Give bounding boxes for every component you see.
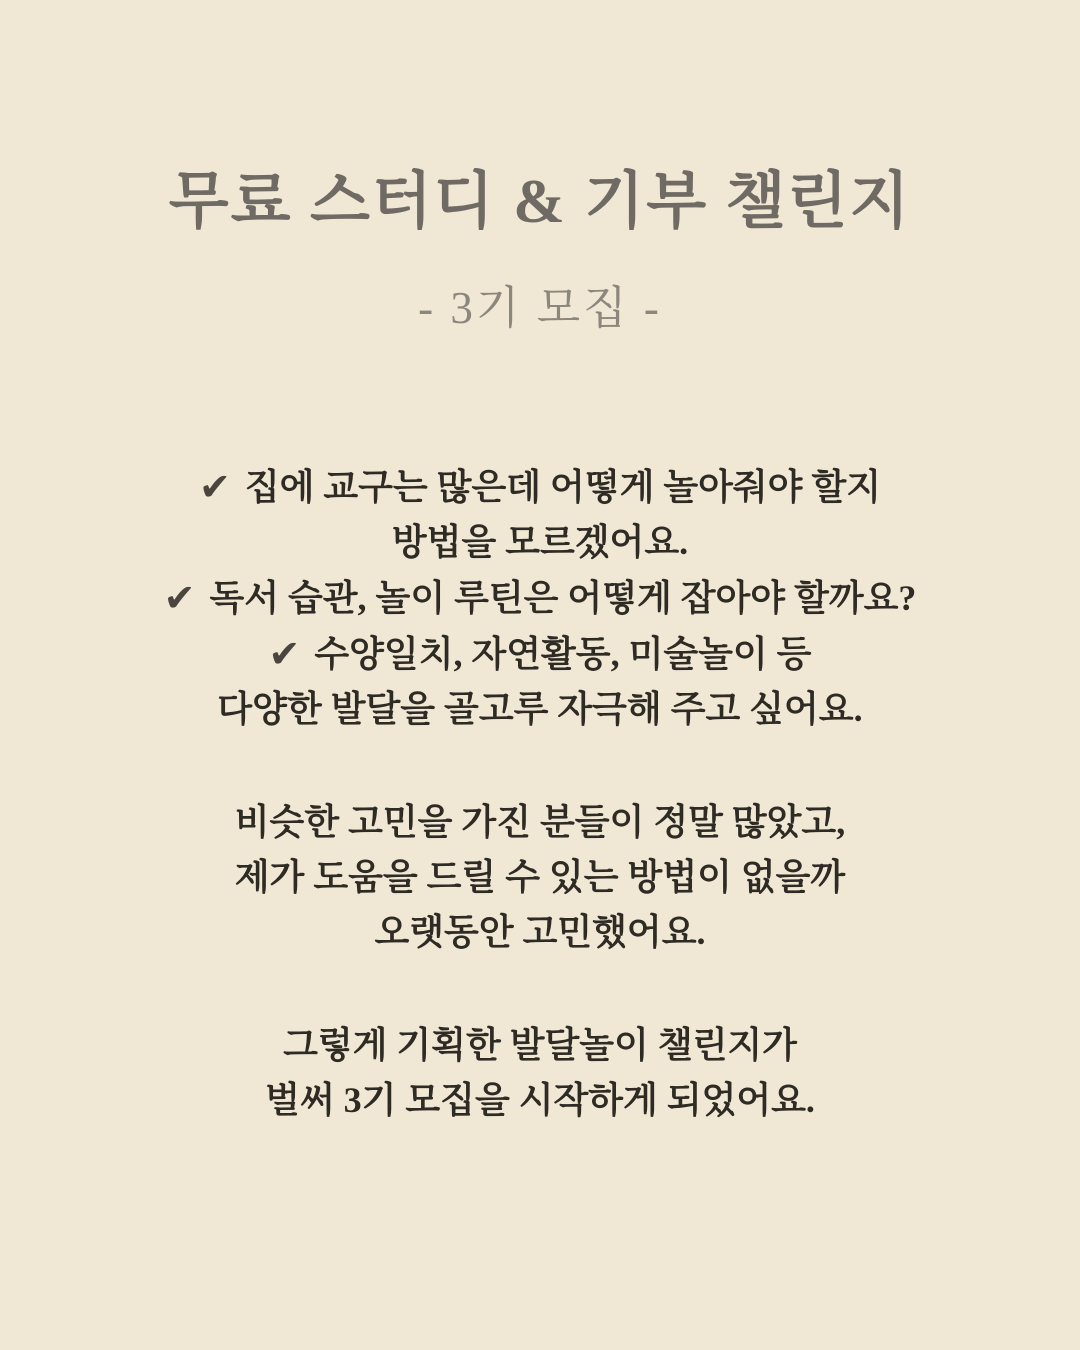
page-subtitle: - 3기 모집 - [418,283,662,333]
check-icon: ✔ [268,632,301,676]
text-block [0,459,1080,737]
text-line: ✔ 집에 교구는 많은데 어떻게 놀아줘야 할지 [0,459,1080,515]
text-block [0,795,1080,960]
text-line: 방법을 모르겠어요. [391,522,689,562]
text-line: 그렇게 기획한 발달놀이 챌린지가 [283,1025,797,1065]
body-text [0,459,1080,1128]
text-line: ✔ 독서 습관, 놀이 루틴은 어떻게 잡아야 할까요? [0,570,1080,626]
text-line: 벌써 3기 모집을 시작하게 되었어요. [265,1080,815,1120]
check-icon: ✔ [198,465,231,509]
text-line: 제가 도움을 드릴 수 있는 방법이 없을까 [234,857,846,897]
page-title: 무료 스터디 & 기부 챌린지 [168,168,912,236]
text-line: 다양한 발달을 골고루 자극해 주고 싶어요. [217,689,863,729]
text-line: ✔ 수양일치, 자연활동, 미술놀이 등 [0,626,1080,682]
check-icon: ✔ [163,576,196,620]
text-line: 비슷한 고민을 가진 분들이 정말 많았고, [234,802,846,842]
text-block [0,1018,1080,1128]
text-line: 오랫동안 고민했어요. [374,912,706,952]
